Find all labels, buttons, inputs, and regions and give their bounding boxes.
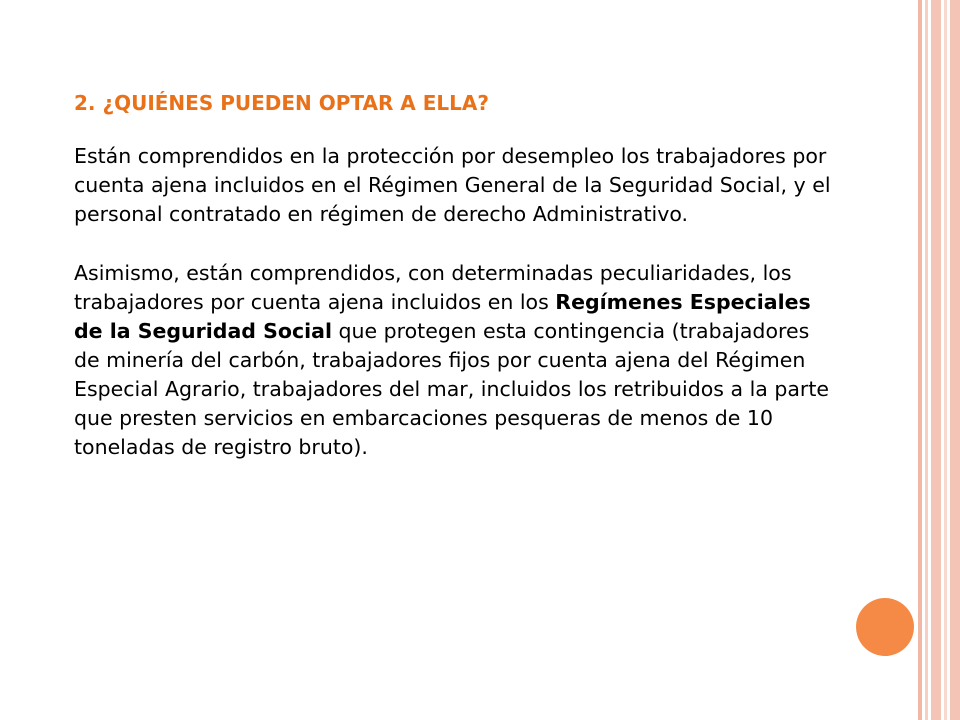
slide-content bbox=[74, 88, 834, 492]
paragraph-2-text-start: Asimismo, están comprendidos, con determinadas peculiaridades, los trabajadores por cuenta ajena incluidos en los bbox=[74, 261, 792, 314]
decorative-stripe bbox=[925, 0, 928, 720]
paragraph-2 bbox=[74, 259, 834, 462]
decorative-stripe bbox=[918, 0, 922, 720]
slide-heading: 2. ¿QUIÉNES PUEDEN OPTAR A ELLA? bbox=[74, 91, 489, 115]
decorative-stripe bbox=[931, 0, 941, 720]
decorative-stripe bbox=[950, 0, 960, 720]
paragraph-2-text-end: que protegen esta contingencia (trabajadores de minería del carbón, trabajadores fijos por cuenta ajena del Régimen Especial Agrario, trabajadores del mar, incluidos los retribuidos a la parte que presten servicios en embarcaciones pesqueras de menos de 10 toneladas de registro bruto). bbox=[74, 319, 829, 459]
paragraph-1: Están comprendidos en la protección por desempleo los trabajadores por cuenta ajena incluidos en el Régimen General de la Seguridad Social, y el personal contratado en régimen de derecho Administrativo. bbox=[74, 144, 831, 226]
orange-circle-decoration bbox=[856, 598, 914, 656]
decorative-stripe bbox=[944, 0, 947, 720]
paragraph-2-bold-term: Regímenes Especiales de la Seguridad Social bbox=[74, 290, 811, 343]
